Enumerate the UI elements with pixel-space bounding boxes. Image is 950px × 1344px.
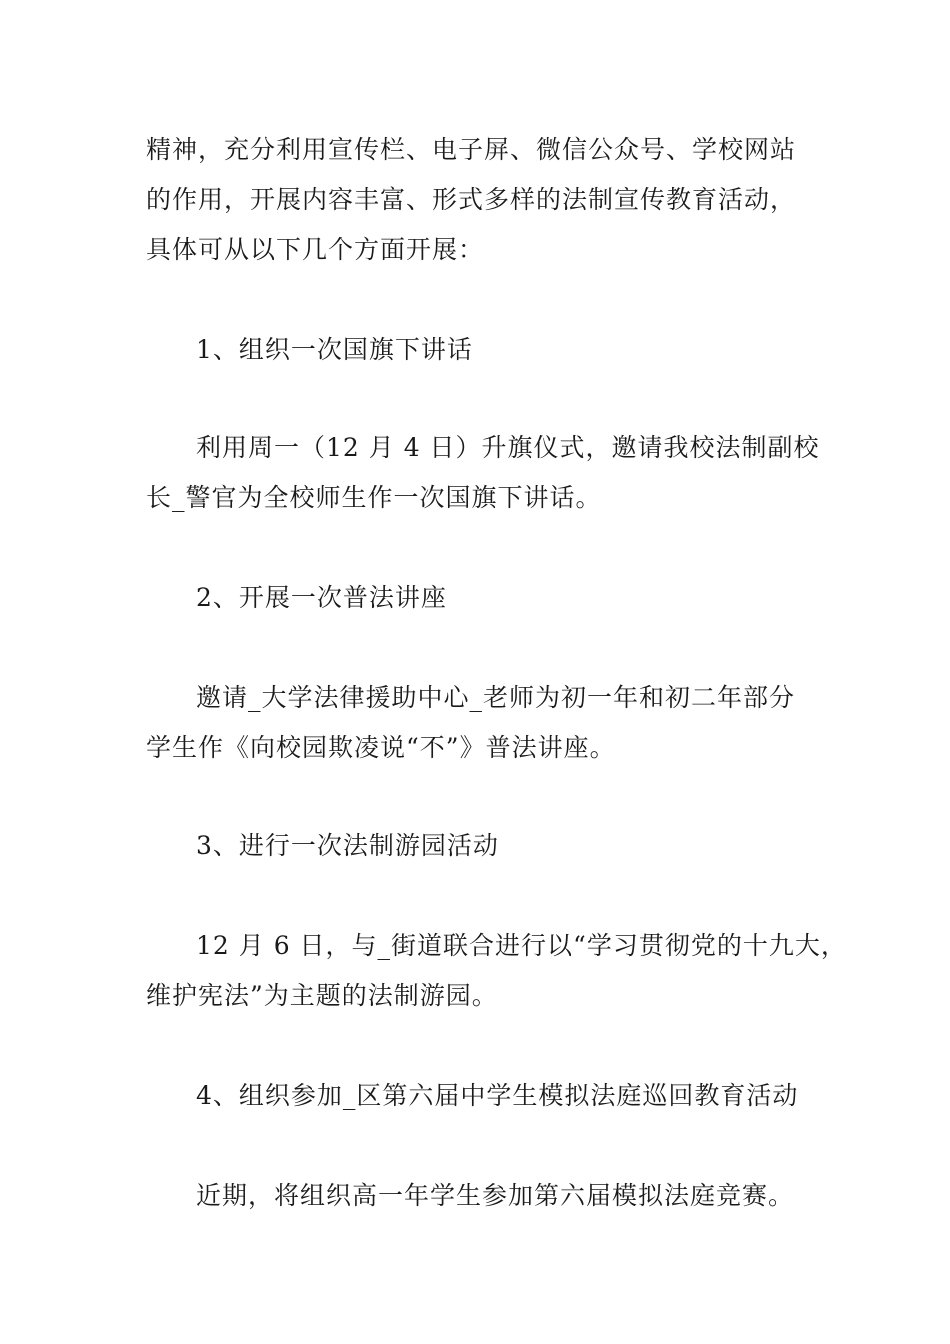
item-1-heading: 1、组织一次国旗下讲话	[196, 335, 473, 364]
item-4-heading: 4、组织参加_区第六届中学生模拟法庭巡回教育活动	[196, 1081, 799, 1110]
intro-line-1: 精神，充分利用宣传栏、电子屏、微信公众号、学校网站	[146, 135, 797, 164]
item-3-heading: 3、进行一次法制游园活动	[196, 831, 499, 860]
intro-line-2: 的作用，开展内容丰富、形式多样的法制宣传教育活动，	[146, 185, 797, 214]
item-2-body-line-2: 学生作《向校园欺凌说“不”》普法讲座。	[146, 733, 616, 762]
item-3-body-line-2: 维护宪法”为主题的法制游园。	[146, 981, 498, 1010]
item-3-body-line-1: 12 月 6 日，与_街道联合进行以“学习贯彻党的十九大，	[196, 931, 847, 960]
item-2-heading: 2、开展一次普法讲座	[196, 583, 447, 612]
item-2-body-line-1: 邀请_大学法律援助中心_老师为初一年和初二年部分	[196, 683, 796, 712]
item-1-body-line-1: 利用周一（12 月 4 日）升旗仪式，邀请我校法制副校	[196, 433, 820, 462]
item-4-body-line-1: 近期，将组织高一年学生参加第六届模拟法庭竞赛。	[196, 1181, 795, 1210]
item-1-body-line-2: 长_警官为全校师生作一次国旗下讲话。	[146, 483, 602, 512]
intro-line-3: 具体可从以下几个方面开展：	[146, 235, 485, 264]
